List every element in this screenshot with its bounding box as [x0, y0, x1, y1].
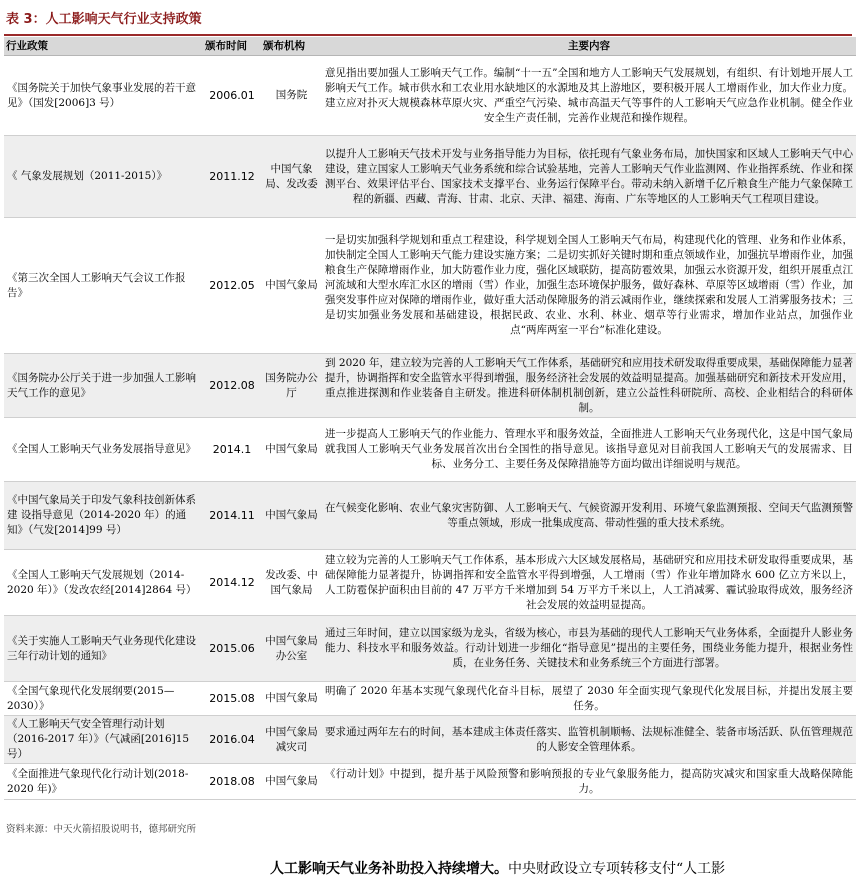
policy-name: 《国务院办公厅关于进一步加强人工影响天气工作的意见》	[4, 354, 203, 418]
issuing-org: 中国气象局减灾司	[261, 716, 322, 764]
policy-content: 意见指出要加强人工影响天气工作。编制“十一五”全国和地方人工影响天气发展规划，有组织、有计划地开展人工影响天气工作。城市供水和工农业用水缺地区的水源地及其上游地区，要积极开展人工增雨作业，加大作业力度。建立应对扑灭大规模森林草原火灾、严重空气污染、城市高温天气等事件的人工影响天气应急作业机制。健全作业安全生产责任制，完善作业规范和操作规程。	[322, 56, 856, 136]
policy-name: 《第三次全国人工影响天气会议工作报告》	[4, 218, 203, 354]
issue-date: 2016.04	[203, 716, 261, 764]
table-row	[4, 550, 856, 616]
table-row	[4, 616, 856, 682]
issue-date: 2012.08	[203, 354, 261, 418]
policy-content: 通过三年时间，建立以国家级为龙头，省级为核心，市县为基础的现代人工影响天气业务体系，全面提升人影业务能力、科技水平和服务效益。行动计划进一步细化“指导意见”提出的主要任务，围绕业务能力提升，根据业务性质，在业务任务、关键技术和业务系统三个方面进行部署。	[322, 616, 856, 682]
issuing-org: 发改委、中国气象局	[261, 550, 322, 616]
policy-name: 《 气象发展规划（2011-2015）》	[4, 136, 203, 218]
policy-content: 明确了 2020 年基本实现气象现代化奋斗目标，展望了 2030 年全面实现气象现代化发展目标，并提出发展主要任务。	[322, 682, 856, 716]
policy-content: 要求通过两年左右的时间，基本建成主体责任落实、监管机制顺畅、法规标准健全、装备市场活跃、队伍管理规范的人影安全管理体系。	[322, 716, 856, 764]
table-title: 表 3：人工影响天气行业支持政策	[6, 12, 202, 27]
policy-content: 建立较为完善的人工影响天气工作体系，基本形成六大区域发展格局，基础研究和应用技术研发取得重要成果，基础保障能力显著提升，协调指挥和安全监管水平得到增强，人工增雨（雪）作业年增加降水 600 亿立方米以上，人工防雹保护面积由目前的 47 万平方千米增加到 54 万平方千米以上，人工消减雾、霾试验取得成效，服务经济社会发展的效益明显提高。	[322, 550, 856, 616]
issuing-org: 国务院办公厅	[261, 354, 322, 418]
table-row	[4, 482, 856, 550]
policy-table	[4, 37, 856, 800]
table-row	[4, 418, 856, 482]
issue-date: 2011.12	[203, 136, 261, 218]
table-row	[4, 682, 856, 716]
policy-name: 《人工影响天气安全管理行动计划（2016-2017 年）》（气减函[2016]15 号）	[4, 716, 203, 764]
column-header-org: 颁布机构	[261, 37, 322, 56]
policy-name: 《全面推进气象现代化行动计划(2018-2020 年)》	[4, 764, 203, 800]
issue-date: 2014.1	[203, 418, 261, 482]
issuing-org: 国务院	[261, 56, 322, 136]
policy-content: 到 2020 年，建立较为完善的人工影响天气工作体系，基础研究和应用技术研发取得重要成果，基础保障能力显著提升，协调指挥和安全监管水平得到增强，服务经济社会发展的效益明显提高。加强基础研究和新技术开发应用，重点推进探测和作业装备自主研发。推进科研体制机制创新，建立公益性科研院所、高校、企业相结合的科研体制。	[322, 354, 856, 418]
issue-date: 2006.01	[203, 56, 261, 136]
issue-date: 2012.05	[203, 218, 261, 354]
policy-content: 《行动计划》中提到，提升基于风险预警和影响预报的专业气象服务能力，提高防灾减灾和国家重大战略保障能力。	[322, 764, 856, 800]
issue-date: 2014.12	[203, 550, 261, 616]
issuing-org: 中国气象局办公室	[261, 616, 322, 682]
issuing-org: 中国气象局	[261, 418, 322, 482]
issue-date: 2014.11	[203, 482, 261, 550]
policy-name: 《全国人工影响天气业务发展指导意见》	[4, 418, 203, 482]
column-header-policy: 行业政策	[4, 37, 203, 56]
issuing-org: 中国气象局	[261, 218, 322, 354]
policy-name: 《全国气象现代化发展纲要(2015—2030）》	[4, 682, 203, 716]
title-divider	[4, 34, 852, 36]
issuing-org: 中国气象局	[261, 764, 322, 800]
policy-content: 以提升人工影响天气技术开发与业务指导能力为目标，依托现有气象业务布局，加快国家和区域人工影响天气中心建设，建立国家人工影响天气业务系统和综合试验基地，完善人工影响天气作业监测网、作业指挥系统、作业和探测平台、效果评估平台、国家技术支撑平台、业务运行保障平台。带动未纳入新增千亿斤粮食生产能力气象保障工程的新疆、西藏、青海、甘肃、北京、天津、福建、海南、广东等地区的人工影响天气工程项目建设。	[322, 136, 856, 218]
source-note: 资料来源：中天火箭招股说明书，德邦研究所	[6, 824, 197, 835]
issue-date: 2015.08	[203, 682, 261, 716]
paragraph-heading: 人工影响天气业务补助投入持续增大。	[270, 861, 508, 877]
policy-content: 进一步提高人工影响天气的作业能力、管理水平和服务效益，全面推进人工影响天气业务现代化，这是中国气象局就我国人工影响天气业务发展首次出台全国性的指导意见。该指导意见对目前我国人工影响天气的发展需求、目标、业务分工、主要任务及保障措施等方面均做出详细说明与规范。	[322, 418, 856, 482]
policy-name: 《全国人工影响天气发展规划（2014-2020 年）》（发改农经[2014]2864 号）	[4, 550, 203, 616]
policy-content: 在气候变化影响、农业气象灾害防御、人工影响天气、气候资源开发利用、环境气象监测预报、空间天气监测预警等重点领域，形成一批集成度高、带动性强的重大技术系统。	[322, 482, 856, 550]
body-paragraph-start	[270, 858, 725, 878]
table-row	[4, 56, 856, 136]
policy-name: 《国务院关于加快气象事业发展的若干意见》（国发[2006]3 号）	[4, 56, 203, 136]
issue-date: 2015.06	[203, 616, 261, 682]
column-header-date: 颁布时间	[203, 37, 261, 56]
policy-name: 《中国气象局关于印发气象科技创新体系建 设指导意见（2014-2020 年）的通知》（气发[2014]99 号）	[4, 482, 203, 550]
policy-content: 一是切实加强科学规划和重点工程建设，科学规划全国人工影响天气布局，构建现代化的管理、业务和作业体系，加快制定全国人工影响天气能力建设实施方案；二是切实抓好关键时期和重点领域作业，加强抗旱增雨作业，加强粮食生产保障增雨作业，加大防雹作业力度，强化区域联防，提高防雹效果，加强云水资源开发，组织开展重点江河流域和大型水库汇水区的增雨（雪）作业，加强生态环境保护服务，做好森林、草原等区域增雨（雪）作业，加强突发事件应对保障的增雨作业，做好重大活动保障服务的消云减雨作业，继续探索和发展人工消雾服务技术；三是切实加强业务发展和基础建设，根据民政、农业、水利、林业、烟草等行业需求，增加作业站点，加强作业点“两库两室一平台”标准化建设。	[322, 218, 856, 354]
table-row	[4, 218, 856, 354]
column-header-content: 主要内容	[322, 37, 856, 56]
issuing-org: 中国气象局	[261, 682, 322, 716]
table-row	[4, 716, 856, 764]
issuing-org: 中国气象局、发改委	[261, 136, 322, 218]
table-row	[4, 136, 856, 218]
issuing-org: 中国气象局	[261, 482, 322, 550]
policy-name: 《关于实施人工影响天气业务现代化建设三年行动计划的通知》	[4, 616, 203, 682]
table-row	[4, 354, 856, 418]
table-row	[4, 764, 856, 800]
paragraph-text: 中央财政设立专项转移支付“人工影	[508, 861, 726, 877]
table-header-row	[4, 37, 856, 56]
issue-date: 2018.08	[203, 764, 261, 800]
